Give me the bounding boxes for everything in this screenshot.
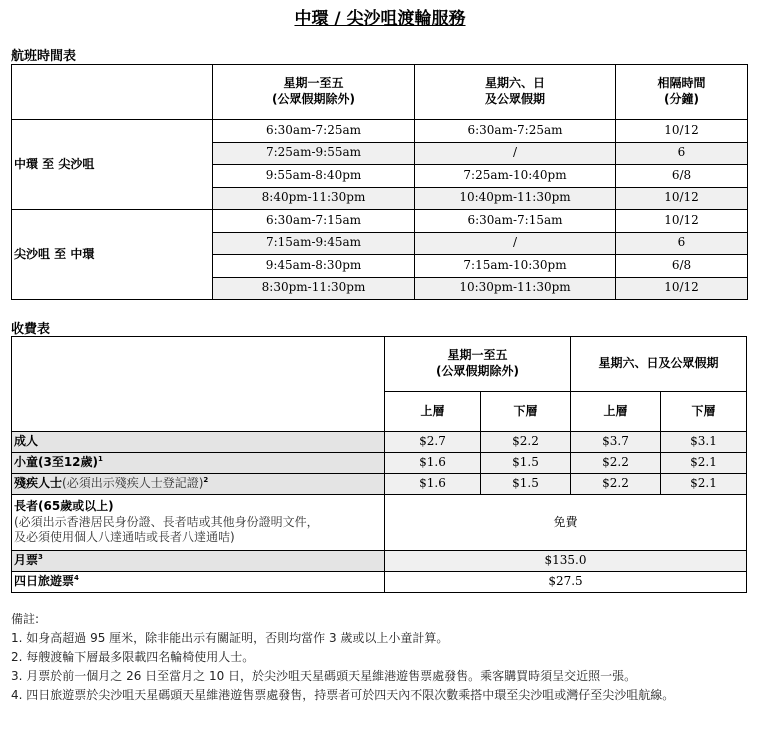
fares-table [11, 336, 747, 593]
fare-category-label: 小童(3至12歲)$^1$ [12, 453, 385, 474]
fare-header-upper: 上層 [571, 392, 661, 432]
interval-minutes: 10/12 [616, 120, 748, 143]
senior-fare: 免費 [385, 495, 747, 551]
fare-value: $2.1 [661, 453, 747, 474]
fare-value: $2.1 [661, 474, 747, 495]
weekday-time: 7:25am-9:55am [213, 142, 415, 165]
interval-minutes: 6 [616, 142, 748, 165]
weekday-time: 7:15am-9:45am [213, 232, 415, 255]
fare-value: $1.5 [481, 474, 571, 495]
weekend-time: / [415, 142, 616, 165]
interval-minutes: 10/12 [616, 277, 748, 300]
fare-header-lower: 下層 [481, 392, 571, 432]
fares-corner-cell [12, 337, 385, 432]
weekend-time: / [415, 232, 616, 255]
fare-value: $2.2 [481, 432, 571, 453]
interval-minutes: 6 [616, 232, 748, 255]
monthly-label: 月票$^3$ [12, 551, 385, 572]
fare-row-four-day [12, 572, 747, 593]
timetable-row [12, 210, 748, 233]
timetable-table [11, 64, 748, 300]
fare-header-lower: 下層 [661, 392, 747, 432]
note-item: 2. 每艘渡輪下層最多限載四名輪椅使用人士。 [11, 650, 255, 664]
fare-category-label: 成人 [12, 432, 385, 453]
fare-row [12, 453, 747, 474]
fare-value: $3.7 [571, 432, 661, 453]
weekend-time: 7:25am-10:40pm [415, 165, 616, 188]
fare-value: $3.1 [661, 432, 747, 453]
weekend-time: 10:40pm-11:30pm [415, 187, 616, 210]
fare-row [12, 474, 747, 495]
weekday-time: 6:30am-7:15am [213, 210, 415, 233]
weekend-time: 6:30am-7:25am [415, 120, 616, 143]
note-item: 1. 如身高超過 95 厘米，除非能出示有關証明，否則均當作 3 歲或以上小童計算。 [11, 631, 449, 645]
fare-header-upper: 上層 [385, 392, 481, 432]
fare-value: $1.6 [385, 453, 481, 474]
interval-minutes: 10/12 [616, 210, 748, 233]
monthly-fare: $135.0 [385, 551, 747, 572]
fare-row-senior [12, 495, 747, 551]
route-label: 尖沙咀 至 中環 [12, 210, 213, 300]
fare-header-weekday: 星期一至五 (公眾假期除外) [385, 337, 571, 392]
route-label: 中環 至 尖沙咀 [12, 120, 213, 210]
weekday-time: 8:30pm-11:30pm [213, 277, 415, 300]
note-item: 3. 月票於前一個月之 26 日至當月之 10 日，於尖沙咀天星碼頭天星維港遊售票處發售。乘客購買時須呈交近照一張。 [11, 669, 637, 683]
senior-label: 長者(65歲或以上) (必須出示香港居民身份證、長者咭或其他身份證明文件， 及必須使用個人八達通咭或長者八達通咭) [12, 495, 385, 551]
weekday-time: 9:55am-8:40pm [213, 165, 415, 188]
page-title: 中環 / 尖沙咀渡輪服務 [294, 9, 466, 29]
fare-row [12, 432, 747, 453]
notes-heading: 備註: [11, 612, 40, 626]
timetable-corner-cell [12, 65, 213, 120]
fare-value: $2.2 [571, 453, 661, 474]
timetable-row [12, 120, 748, 143]
weekend-time: 7:15am-10:30pm [415, 255, 616, 278]
header-interval: 相隔時間 (分鐘) [616, 65, 748, 120]
note-item: 4. 四日旅遊票於尖沙咀天星碼頭天星維港遊售票處發售，持票者可於四天內不限次數乘搭中環至尖沙咀或灣仔至尖沙咀航線。 [11, 688, 675, 702]
interval-minutes: 10/12 [616, 187, 748, 210]
interval-minutes: 6/8 [616, 165, 748, 188]
weekday-time: 6:30am-7:25am [213, 120, 415, 143]
timetable-heading: 航班時間表 [11, 49, 77, 64]
fare-value: $1.6 [385, 474, 481, 495]
interval-minutes: 6/8 [616, 255, 748, 278]
four-day-fare: $27.5 [385, 572, 747, 593]
fare-header-weekend: 星期六、日及公眾假期 [571, 337, 747, 392]
header-weekend: 星期六、日 及公眾假期 [415, 65, 616, 120]
notes-section [11, 610, 766, 705]
fares-heading: 收費表 [11, 322, 51, 337]
weekend-time: 10:30pm-11:30pm [415, 277, 616, 300]
fare-category-label: 殘疾人士(必須出示殘疾人士登記證)$^2$ [12, 474, 385, 495]
fare-value: $2.2 [571, 474, 661, 495]
four-day-label: 四日旅遊票$^4$ [12, 572, 385, 593]
fare-value: $2.7 [385, 432, 481, 453]
weekend-time: 6:30am-7:15am [415, 210, 616, 233]
weekday-time: 8:40pm-11:30pm [213, 187, 415, 210]
weekday-time: 9:45am-8:30pm [213, 255, 415, 278]
fare-value: $1.5 [481, 453, 571, 474]
fare-row-monthly [12, 551, 747, 572]
header-weekday: 星期一至五 (公眾假期除外) [213, 65, 415, 120]
